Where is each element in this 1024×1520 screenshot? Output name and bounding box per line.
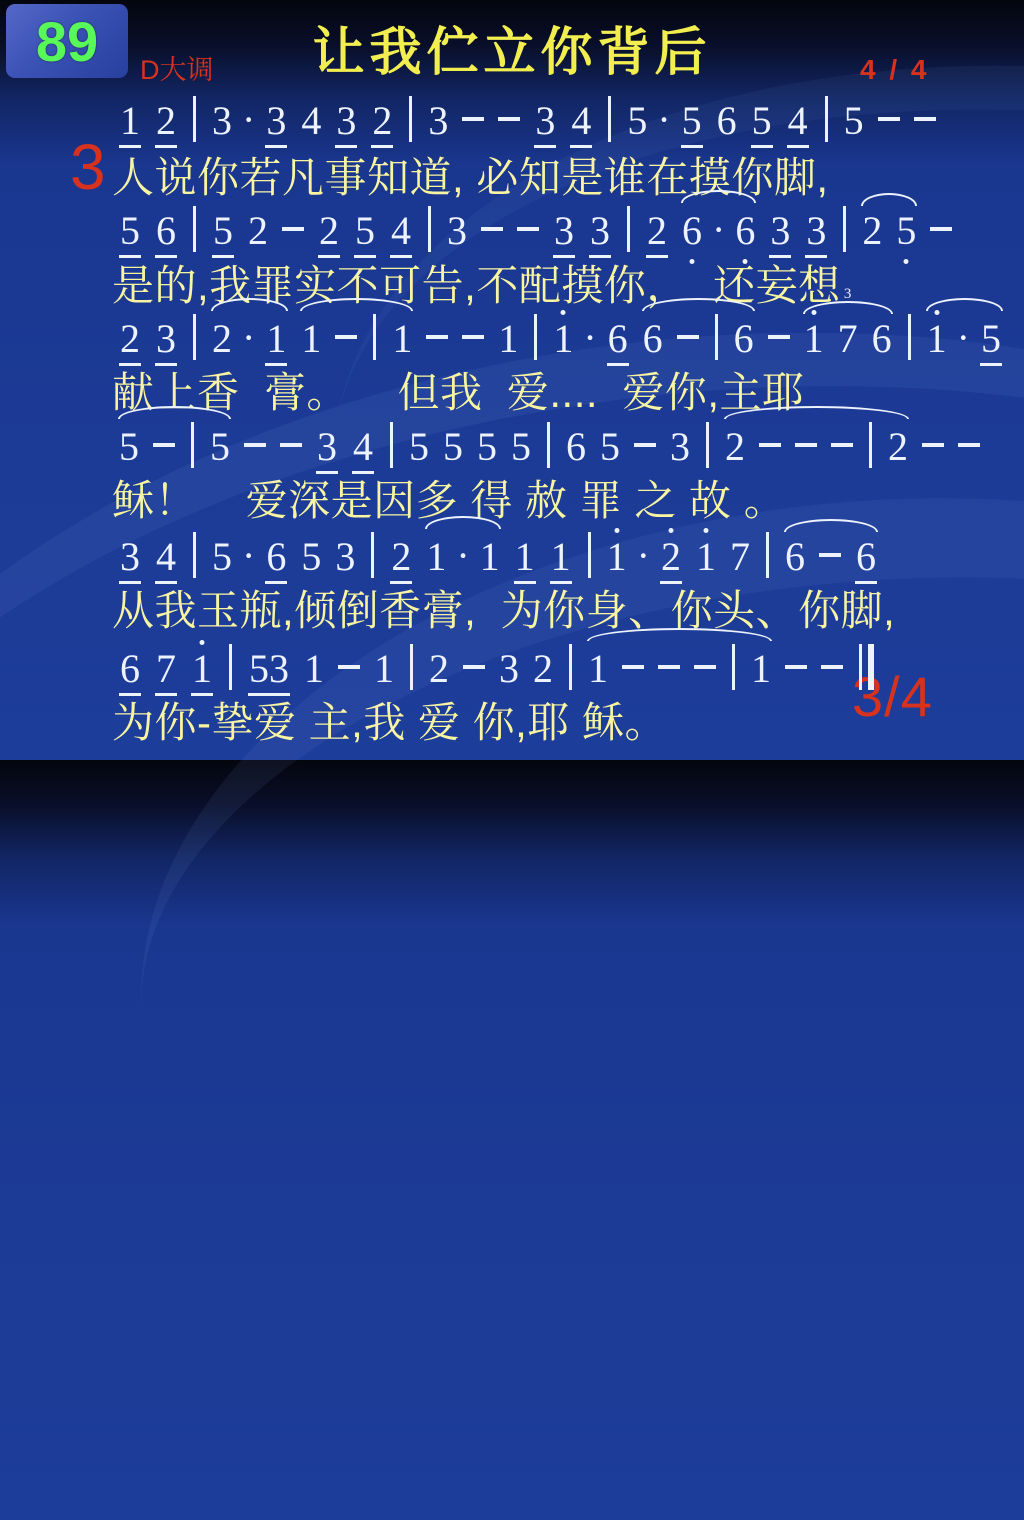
notation-line-5: 3 4 5 · 6 5 3 2 1 · 1 1 1 1 · 2 1 7 6 6	[112, 532, 884, 584]
notation-line-4: 5 5 3 4 5 5 5 5 6 5 3 2 2	[112, 422, 987, 474]
lyrics-line-6: 为你-挚爱 主,我 爱 你,耶 稣。	[112, 699, 668, 746]
song-number: 89	[35, 9, 99, 73]
time-signature: 4 / 4	[860, 54, 930, 85]
song-title: 让我伫立你背后	[312, 24, 712, 82]
notation-line-3: 2 3 2 · 1 1 1 1 1 · 6 6 6 3 1 7 6 1 · 5	[112, 314, 1009, 366]
notation-line-6: 6 7 1 53 1 1 2 3 2 1 1	[112, 644, 883, 696]
notation-line-2: 5 6 5 2 2 5 4 3 3 3 2 6 · 6 3 3 2 5	[112, 206, 959, 258]
lyrics-line-1: 人说你若凡事知道, 必知是谁在摸你脚,	[112, 154, 829, 201]
lyrics-line-2: 是的,我罪实不可告,不配摸你， 还妄想	[112, 262, 841, 309]
verse-number: 3	[70, 131, 106, 203]
lyrics-line-4: 稣！ 爱深是因多 得 赦 罪 之 故 。	[112, 477, 787, 524]
key-signature: D大调	[140, 55, 214, 85]
page-indicator: 3/4	[852, 665, 933, 728]
lyrics-line-3: 献上香 膏。 但我 爱.... 爱你,主耶	[112, 369, 805, 416]
notation-line-1: 1 2 3 · 3 4 3 2 3 3 4 5 · 5 6 5 4 5	[112, 96, 943, 148]
lyrics-line-5: 从我玉瓶,倾倒香膏, 为你身、你头、你脚,	[112, 587, 896, 634]
